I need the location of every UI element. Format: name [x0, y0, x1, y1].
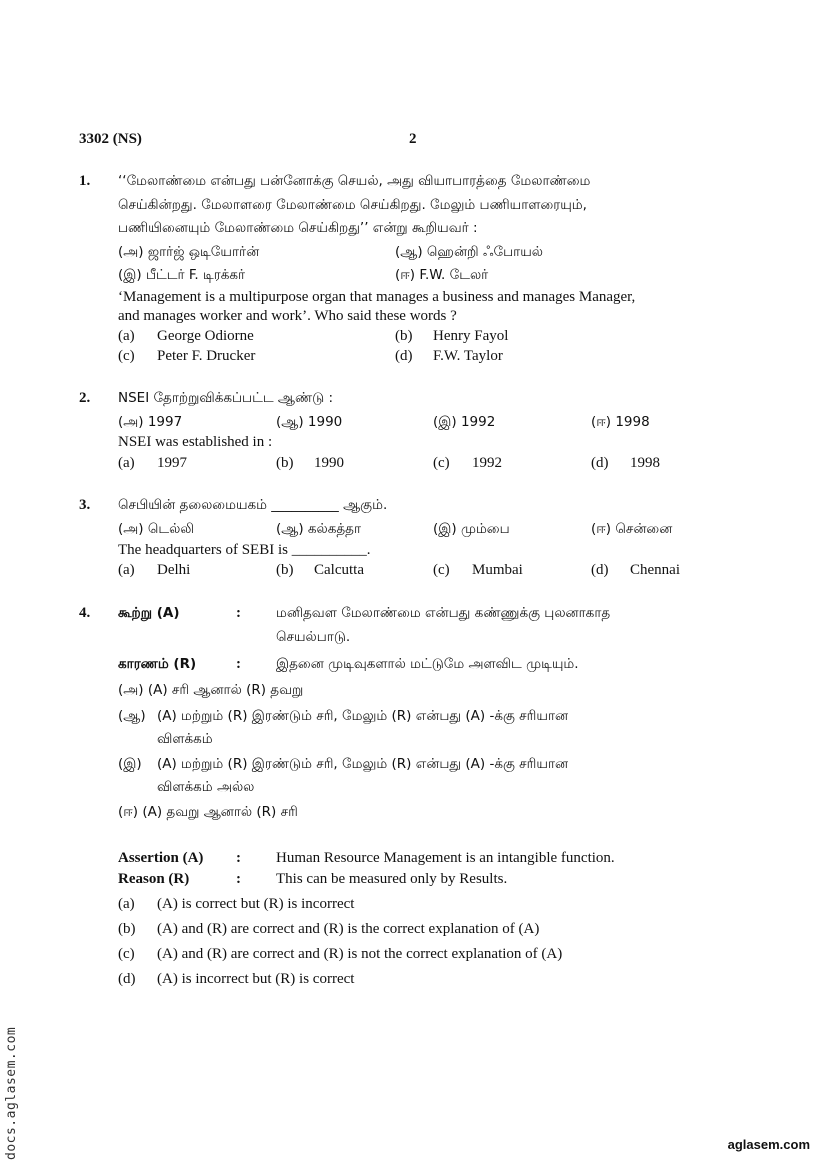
option-label: (d) — [395, 348, 413, 364]
option-text: 1992 — [472, 455, 502, 471]
q2-english-question: NSEI was established in : — [118, 434, 273, 450]
option-text: 1990 — [314, 455, 344, 471]
q1-tamil-option: (ஈ) F.W. டேலர் — [395, 267, 489, 283]
q2-tamil-question: NSEI தோற்றுவிக்கப்பட்ட ஆண்டு : — [118, 390, 334, 406]
option-label: (c) — [433, 562, 450, 578]
q1-tamil-line: ‘‘மேலாண்மை என்பது பன்னோக்கு செயல், அது வியாபாரத்தை மேலாண்மை — [118, 173, 591, 189]
colon: : — [236, 871, 241, 887]
question-number: 2. — [79, 390, 91, 406]
footer-brand: aglasem.com — [727, 1137, 810, 1152]
option-text: (A) is incorrect but (R) is correct — [157, 971, 355, 987]
q1-english-line: and manages worker and work’. Who said these words ? — [118, 308, 457, 324]
colon: : — [236, 850, 241, 866]
option-text: F.W. Taylor — [433, 348, 503, 364]
q1-tamil-option: (ஆ) ஹென்றி ஃபோயல் — [395, 244, 543, 260]
q3-tamil-option: (ஆ) கல்கத்தா — [276, 521, 362, 537]
q3-tamil-option: (அ) டெல்லி — [118, 521, 195, 537]
option-label: (a) — [118, 455, 135, 471]
q1-tamil-line: பணியினையும் மேலாண்மை செய்கிறது’’ என்று கூறியவர் : — [118, 220, 478, 236]
q3-english-question: The headquarters of SEBI is __________. — [118, 542, 371, 558]
q4-tamil-option: (ஈ) (A) தவறு ஆனால் (R) சரி — [118, 804, 298, 820]
option-label: (a) — [118, 328, 135, 344]
q4-tamil-option: (A) மற்றும் (R) இரண்டும் சரி, மேலும் (R) என்பது (A) -க்கு சரியான — [157, 708, 569, 724]
q4-reason-label: Reason (R) — [118, 871, 190, 887]
q3-tamil-option: (ஈ) சென்னை — [591, 521, 673, 537]
q2-tamil-option: (இ) 1992 — [433, 414, 496, 430]
q3-tamil-question: செபியின் தலைமையகம் __________ ஆகும். — [118, 497, 388, 513]
option-text: Delhi — [157, 562, 191, 578]
option-text: (A) and (R) are correct and (R) is not the correct explanation of (A) — [157, 946, 563, 962]
q1-tamil-option: (இ) பீட்டர் F. டிரக்கர் — [118, 267, 246, 283]
option-label: (b) — [276, 455, 294, 471]
q4-tamil-option: (அ) (A) சரி ஆனால் (R) தவறு — [118, 682, 304, 698]
q4-tamil-option-label: (ஆ) — [118, 708, 146, 724]
q4-tamil-option: விளக்கம் — [157, 731, 213, 747]
q4-tamil-assertion: மனிதவள மேலாண்மை என்பது கண்ணுக்கு புலனாகாத — [276, 605, 611, 621]
option-text: (A) and (R) are correct and (R) is the correct explanation of (A) — [157, 921, 540, 937]
question-number: 1. — [79, 173, 91, 189]
q4-tamil-assertion: செயல்பாடு. — [276, 629, 351, 645]
paper-code: 3302 (NS) — [79, 131, 142, 147]
option-label: (d) — [118, 971, 136, 987]
option-text: Peter F. Drucker — [157, 348, 256, 364]
option-text: 1997 — [157, 455, 187, 471]
option-text: 1998 — [630, 455, 660, 471]
q4-reason: This can be measured only by Results. — [276, 871, 508, 887]
q4-tamil-assertion-label: கூற்று (A) — [118, 605, 180, 621]
option-label: (c) — [118, 946, 135, 962]
q4-tamil-option: (A) மற்றும் (R) இரண்டும் சரி, மேலும் (R) என்பது (A) -க்கு சரியான — [157, 756, 569, 772]
option-label: (c) — [433, 455, 450, 471]
q1-english-line: ‘Management is a multipurpose organ that manages a business and manages Manager, — [118, 289, 636, 305]
option-text: (A) is correct but (R) is incorrect — [157, 896, 355, 912]
question-number: 3. — [79, 497, 91, 513]
option-label: (a) — [118, 896, 135, 912]
q1-tamil-option: (அ) ஜார்ஜ் ஒடியோர்ன் — [118, 244, 260, 260]
option-text: George Odiorne — [157, 328, 254, 344]
option-text: Chennai — [630, 562, 680, 578]
option-label: (d) — [591, 562, 609, 578]
q4-tamil-option-label: (இ) — [118, 756, 142, 772]
q2-tamil-option: (ஆ) 1990 — [276, 414, 343, 430]
q4-assertion-label: Assertion (A) — [118, 850, 204, 866]
option-label: (b) — [118, 921, 136, 937]
q3-tamil-option: (இ) மும்பை — [433, 521, 510, 537]
option-text: Henry Fayol — [433, 328, 509, 344]
q2-tamil-option: (அ) 1997 — [118, 414, 183, 430]
colon: : — [236, 656, 241, 672]
option-label: (b) — [276, 562, 294, 578]
colon: : — [236, 605, 241, 621]
option-label: (c) — [118, 348, 135, 364]
option-text: Mumbai — [472, 562, 523, 578]
q4-tamil-reason: இதனை முடிவுகளால் மட்டுமே அளவிட முடியும். — [276, 656, 579, 672]
q4-tamil-reason-label: காரணம் (R) — [118, 656, 197, 672]
option-label: (a) — [118, 562, 135, 578]
option-label: (d) — [591, 455, 609, 471]
watermark: docs.aglasem.com — [4, 1026, 19, 1160]
q1-tamil-line: செய்கின்றது. மேலாளரை மேலாண்மை செய்கிறது. மேலும் பணியாளரையும், — [118, 197, 587, 213]
q4-tamil-option: விளக்கம் அல்ல — [157, 779, 255, 795]
page-number: 2 — [409, 131, 417, 147]
q2-tamil-option: (ஈ) 1998 — [591, 414, 650, 430]
option-text: Calcutta — [314, 562, 364, 578]
q4-assertion: Human Resource Management is an intangible function. — [276, 850, 615, 866]
option-label: (b) — [395, 328, 413, 344]
question-number: 4. — [79, 605, 91, 621]
